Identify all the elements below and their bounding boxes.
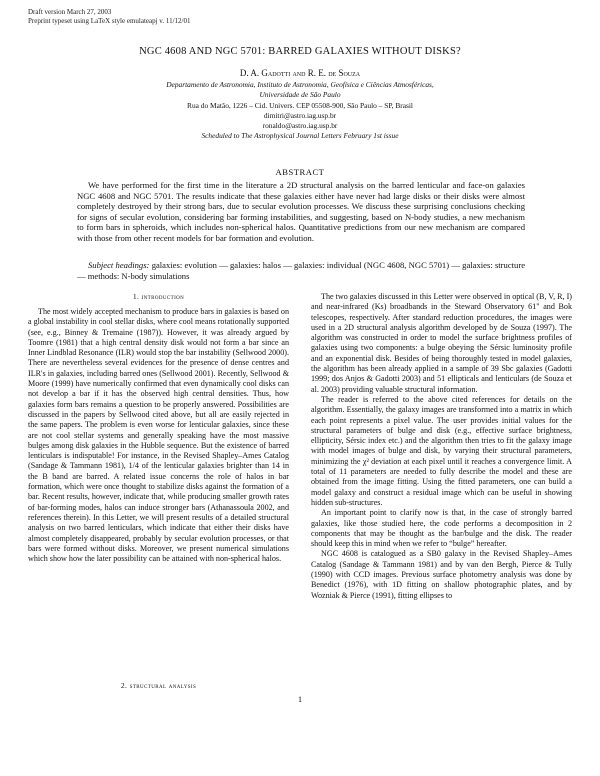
subject-headings-text: galaxies: evolution — galaxies: halos — galaxies: individual (NGC 4608, NGC 5701) — galaxies: structure — methods: N-body simulations bbox=[77, 260, 526, 281]
preprint-header bbox=[28, 8, 190, 26]
email-dimitri: dimitri@astro.iag.usp.br bbox=[263, 110, 337, 120]
left-column bbox=[28, 307, 289, 564]
authors: D. A. Gadotti and R. E. de Souza bbox=[239, 68, 361, 78]
abstract-heading: ABSTRACT bbox=[275, 167, 325, 177]
abstract-text: We have performed for the first time in the literature a 2D structural analysis on the barred lenticular and face-on galaxies NGC 4608 and NGC 5701. The results indicate that these galaxies either have never had large disks or their disks were almost completely destroyed by their strong bars, due to secular evolution processes. We discuss these surprising conclusions checking for signs of secular evolution, considering bar forming instabilities, and suggesting, based on N-body studies, a new mechanism to form bars in spheroids, which includes non-spherical halos. Quantitative predictions from our new mechanism are compared with those from other recent models for bar formation and evolution. bbox=[77, 180, 525, 243]
affiliation-address: Rua do Matão, 1226 – Cid. Univers. CEP 05508-900, São Paulo – SP, Brasil bbox=[187, 100, 413, 110]
paper-title: NGC 4608 AND NGC 5701: BARRED GALAXIES WITHOUT DISKS? bbox=[139, 46, 461, 57]
subject-headings-label: Subject headings: bbox=[88, 260, 150, 270]
page-number: 1 bbox=[297, 694, 303, 704]
algorithm-paragraph: The reader is referred to the above cited references for details on the algorithm. Essentially, the galaxy images are transformed into a matrix in which each point represents a pixel value. The user provides initial values for the structural parameters of bulge and disk (e.g., effective surface brightness, ellipticity, Sérsic index etc.) and the algorithm then tries to fit the galaxy image with model images of bulge and disk, by varying their structural parameters, minimizing the χ² deviation at each pixel until it reaches a convergence limit. A total of 11 parameters are needed to fully describe the model and these are obtained from the image fitting. Using the fitted parameters, one can build a model galaxy and construct a residual image which can be useful in showing hidden sub-structures. bbox=[311, 394, 572, 507]
right-column bbox=[311, 292, 572, 601]
affiliation-department: Departamento de Astronomia, Instituto de Astronomia, Geofísica e Ciências Atmosféricas, bbox=[166, 80, 434, 89]
publication-schedule: Scheduled to The Astrophysical Journal Letters February 1st issue bbox=[201, 131, 399, 141]
affiliation-university: Universidade de São Paulo bbox=[259, 90, 341, 100]
section-heading-introduction: 1. introduction bbox=[132, 292, 185, 301]
decomposition-note-paragraph: An important point to clarify now is that, in the case of strongly barred galaxies, like those studied here, the code performs a decomposition in 2 components that may be thought as the bar/bulge and the disk. The reader should keep this in mind when we refer to “bulge” hereafter. bbox=[311, 508, 572, 549]
affiliation-block bbox=[90, 80, 510, 142]
ngc4608-paragraph: NGC 4608 is catalogued as a SB0 galaxy in the Revised Shapley–Ames Catalog (Sandage & Tammann 1981) and by van den Bergh, Pierce & Tully (1990) with CCD images. Previous surface photometry analysis was done by Benedict (1976), with 1D fitting on shallow photographic plates, and by Wozniak & Pierce (1991), fitting ellipses to bbox=[311, 549, 572, 600]
preprint-style: Preprint typeset using LaTeX style emulateapj v. 11/12/01 bbox=[28, 17, 191, 25]
email-ronaldo: ronaldo@astro.iag.usp.br bbox=[262, 121, 338, 131]
draft-version: Draft version March 27, 2003 bbox=[28, 8, 112, 16]
intro-paragraph: The most widely accepted mechanism to produce bars in galaxies is based on a global instability in cool stellar disks, where cool means rotationally supported (see, e.g., Binney & Tremaine (1987)). However, it was already argued by Toomre (1981) that a high central density disk would not form a bar since an Inner Lindblad Resonance (ILR) would stop the bar instability (Sellwood 2000). There are nevertheless several evidences for the presence of dense centres and ILR's in galaxies, including barred ones (Sellwood 2001). Recently, Sellwood & Moore (1999) have numerically confirmed that even dynamically cool disks can not develop a bar if it has the observed high central densities. Thus, how galaxies form bars remains a question to be properly answered. Possibilities are discussed in the papers by Sellwood cited above, but all are easily rejected in the same papers. The problem is even worse for lenticular galaxies, since these are not cool stellar systems and generally speaking have the most massive bulges among disk galaxies in the Hubble sequence. But the existence of barred lenticulars is indisputable! For instance, in the Revised Shapley–Ames Catalog (Sandage & Tammann 1981), 1/4 of the lenticular galaxies brighter than 14 in the B band are barred. A related issue concerns the role of halos in bar formation, which were once thought to stabilize disks against the formation of a bar. Recent results, however, indicate that, while producing smaller growth rates of bar-forming modes, halos can induce stronger bars (Athanassoula 2002, and references therein). In this Letter, we will present results of a detailed structural analysis on two barred lenticulars, which indicate that either their disks have almost completely disappeared, probably by secular evolution processes, or that bars were formed without disks. Moreover, we present numerical simulations which show how the later possibility can be attained with non-spherical halos. bbox=[28, 307, 289, 564]
section-heading-structural-analysis: 2. structural analysis bbox=[120, 681, 197, 690]
observations-paragraph: The two galaxies discussed in this Letter were observed in optical (B, V, R, I) and near-infrared (Ks) broadbands in the Steward Observatory 61" and Bok telescopes, respectively. After standard reduction procedures, the images were used in a 2D structural analysis algorithm developed by de Souza (1997). The algorithm was constructed in order to model the surface brightness profiles of galaxies using two components: a bulge obeying the Sérsic luminosity profile and an exponential disk. Besides of being thoroughly tested in model galaxies, the algorithm has been already applied in a sample of 39 Sbc galaxies (Gadotti 1999; dos Anjos & Gadotti 2003) and 51 ellipticals and lenticulars (de Souza et al. 2003) providing valuable structural information. bbox=[311, 292, 572, 394]
subject-headings bbox=[77, 260, 525, 281]
